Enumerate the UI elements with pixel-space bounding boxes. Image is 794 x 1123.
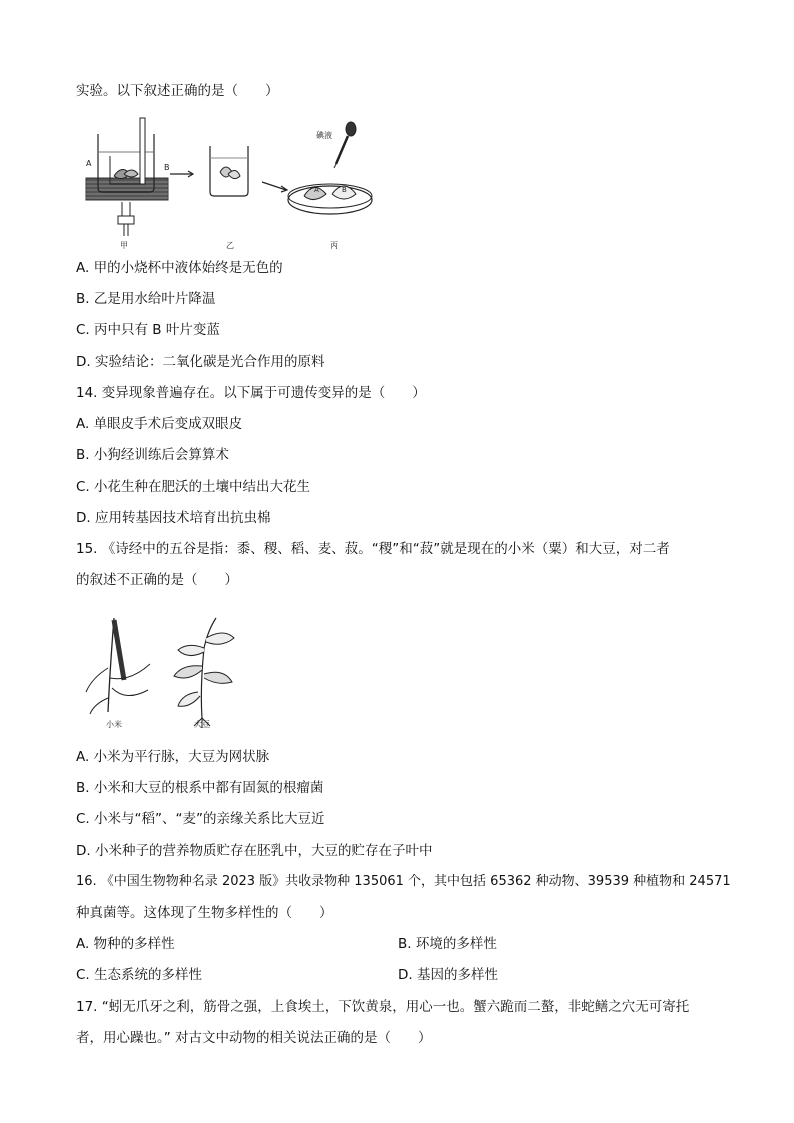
q16-stem-line1: 16. 《中国生物物种名录 2023 版》共收录物种 135061 个，其中包括 65362 种动物、39539 种植物和 24571 [76,874,731,889]
experiment-apparatus-illustration [78,112,378,252]
q15-plants-figure [78,608,248,733]
caption-soybean: 大豆 [194,720,210,729]
q16-option-d: D. 基因的多样性 [398,967,498,983]
q15-stem-line1: 15. 《诗经中的五谷是指：黍、稷、稻、麦、菽。“稷”和“菽”就是现在的小米（粟）和大豆，对二者 [76,541,670,557]
q15-option-d: D. 小米种子的营养物质贮存在胚乳中，大豆的贮存在子叶中 [76,843,433,859]
q15-stem-line2: 的叙述不正确的是（ ） [76,572,238,588]
label-a: A [86,159,92,168]
q14-stem: 14. 变异现象普遍存在。以下属于可遗传变异的是（ ） [76,385,426,401]
q15-option-a: A. 小米为平行脉，大豆为网状脉 [76,749,270,765]
caption-jia: 甲 [120,241,128,250]
q13-option-a: A. 甲的小烧杯中液体始终是无色的 [76,260,283,276]
q17-stem-line1: 17. “蚓无爪牙之利，筋骨之强，上食埃土，下饮黄泉，用心一也。蟹六跪而二螯，非蛇鳝之穴无可寄托 [76,999,690,1015]
q13-option-d: D. 实验结论：二氧化碳是光合作用的原料 [76,354,325,370]
petri-label-b: B [342,186,347,194]
label-b: B [164,163,170,172]
q14-option-c: C. 小花生种在肥沃的土壤中结出大花生 [76,479,311,495]
q16-option-a: A. 物种的多样性 [76,936,175,952]
q14-option-a: A. 单眼皮手术后变成双眼皮 [76,416,243,432]
petri-label-a: A [314,186,319,194]
q16-stem-line2: 种真菌等。这体现了生物多样性的（ ） [76,905,333,921]
q13-stem-tail: 实验。以下叙述正确的是（ ） [76,83,279,99]
label-iodine: 碘液 [316,131,332,140]
q13-option-c: C. 丙中只有 B 叶片变蓝 [76,322,220,338]
q13-experiment-figure [78,112,378,252]
q13-option-b: B. 乙是用水给叶片降温 [76,291,216,307]
q16-option-b: B. 环境的多样性 [398,936,497,952]
caption-millet: 小米 [106,720,122,729]
q15-option-c: C. 小米与“稻”、“麦”的亲缘关系比大豆近 [76,811,325,827]
millet-soybean-illustration [78,608,248,733]
q14-option-d: D. 应用转基因技术培育出抗虫棉 [76,510,271,526]
q16-option-c: C. 生态系统的多样性 [76,967,203,983]
caption-bing: 丙 [330,241,338,250]
q17-stem-line2: 者，用心躁也。” 对古文中动物的相关说法正确的是（ ） [76,1030,432,1046]
q14-option-b: B. 小狗经训练后会算算术 [76,447,229,463]
q15-option-b: B. 小米和大豆的根系中都有固氮的根瘤菌 [76,780,324,796]
caption-yi: 乙 [226,241,234,250]
